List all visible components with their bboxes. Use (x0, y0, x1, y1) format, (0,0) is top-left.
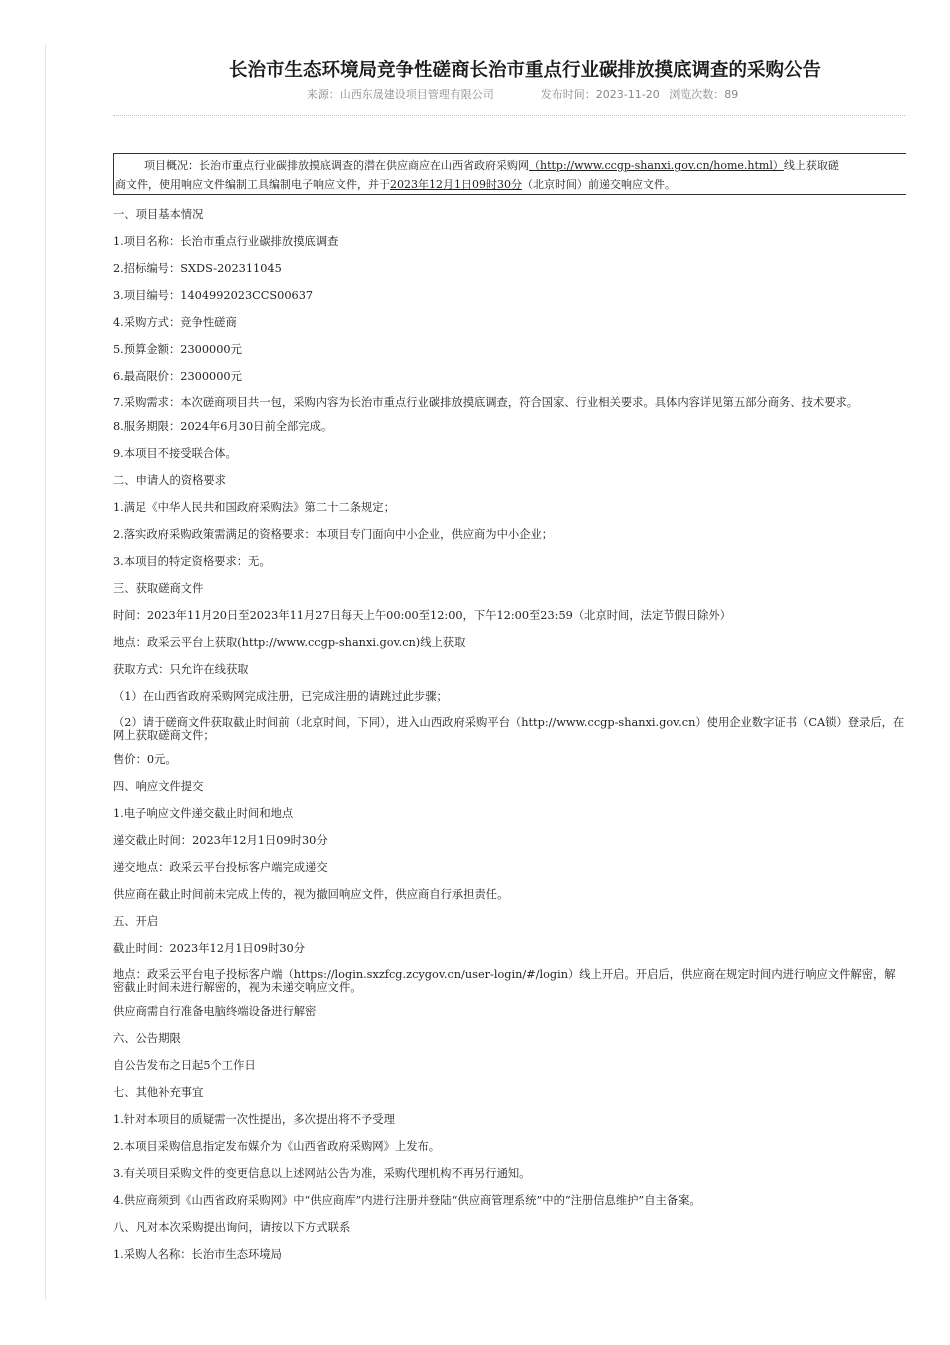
paragraph: 1.电子响应文件递交截止时间和地点 (113, 807, 294, 820)
paragraph: 地点：政采云平台上获取(http://www.ccgp-shanxi.gov.cn)线上获取 (113, 636, 466, 649)
section-heading: 三、获取磋商文件 (113, 582, 204, 595)
page-title: 长治市生态环境局竞争性磋商长治市重点行业碳排放摸底调查的采购公告 (228, 60, 821, 82)
paragraph: 售价：0元。 (113, 753, 177, 766)
paragraph: 1.满足《中华人民共和国政府采购法》第二十二条规定； (113, 501, 395, 514)
paragraph: 3.项目编号：1404992023CCS00637 (113, 289, 314, 302)
announcement-body (113, 207, 906, 1274)
paragraph: 供应商在截止时间前未完成上传的，视为撤回响应文件，供应商自行承担责任。 (113, 888, 509, 901)
paragraph: 2.本项目采购信息指定发布媒介为《山西省政府采购网》上发布。 (113, 1140, 441, 1153)
paragraph: 2.落实政府采购政策需满足的资格要求：本项目专门面向中小企业，供应商为中小企业； (113, 528, 554, 541)
paragraph: 3.本项目的特定资格要求：无。 (113, 555, 271, 568)
section-heading: 二、申请人的资格要求 (113, 474, 226, 487)
paragraph: 递交截止时间：2023年12月1日09时30分 (113, 834, 328, 847)
deadline-underlined: 2023年12月1日09时30分 (390, 178, 522, 191)
paragraph: 6.最高限价：2300000元 (113, 370, 242, 383)
paragraph: 时间：2023年11月20日至2023年11月27日每天上午00:00至12:00，下午12:00至23:59（北京时间，法定节假日除外） (113, 609, 732, 622)
paragraph: 5.预算金额：2300000元 (113, 343, 242, 356)
paragraph: 8.服务期限：2024年6月30日前全部完成。 (113, 420, 333, 433)
project-overview-box (113, 153, 906, 195)
section-heading: 四、响应文件提交 (113, 780, 204, 793)
paragraph: 自公告发布之日起5个工作日 (113, 1059, 256, 1072)
paragraph: （2）请于磋商文件获取截止时间前（北京时间，下同），进入山西政府采购平台（http://www.ccgp-shanxi.gov.cn）使用企业数字证书（CA锁）登录后，在网上获取磋商文件； (113, 716, 905, 742)
view-count: 浏览次数：89 (669, 88, 739, 101)
section-heading: 六、公告期限 (113, 1032, 181, 1045)
ccgp-link[interactable]: （http://www.ccgp-shanxi.gov.cn/home.html） (529, 159, 784, 172)
left-border-line (45, 45, 46, 1300)
section-heading: 五、开启 (113, 915, 159, 928)
paragraph: 2.招标编号：SXDS-202311045 (113, 262, 282, 275)
paragraph: 4.采购方式：竞争性磋商 (113, 316, 237, 329)
divider (113, 115, 905, 116)
paragraph: 1.项目名称：长治市重点行业碳排放摸底调查 (113, 235, 339, 248)
paragraph: 递交地点：政采云平台投标客户端完成递交 (113, 861, 328, 874)
source-label: 来源：山西东晟建设项目管理有限公司 (306, 88, 494, 101)
paragraph: 地点：政采云平台电子投标客户端（https://login.sxzfcg.zcygov.cn/user-login/#/login）线上开启。开启后，供应商在规定时间内进行响应文件解密，解密截止时间未进行解密的，视为未递交响应文件。 (113, 968, 896, 994)
paragraph: 4.供应商须到《山西省政府采购网》中“供应商库”内进行注册并登陆“供应商管理系统”中的“注册信息维护”自主备案。 (113, 1194, 701, 1207)
overview-line-2: 商文件，使用响应文件编制工具编制电子响应文件，并于2023年12月1日09时30分（北京时间）前递交响应文件。 (115, 178, 676, 191)
paragraph: 供应商需自行准备电脑终端设备进行解密 (113, 1005, 317, 1018)
article-meta (0, 86, 950, 102)
paragraph: 截止时间：2023年12月1日09时30分 (113, 942, 306, 955)
paragraph: 9.本项目不接受联合体。 (113, 447, 237, 460)
paragraph: 获取方式：只允许在线获取 (113, 663, 249, 676)
paragraph: 1.采购人名称：长治市生态环境局 (113, 1248, 282, 1261)
paragraph: 3.有关项目采购文件的变更信息以上述网站公告为准，采购代理机构不再另行通知。 (113, 1167, 531, 1180)
section-heading: 一、项目基本情况 (113, 208, 204, 221)
overview-line-1: 项目概况：长治市重点行业碳排放摸底调查的潜在供应商应在山西省政府采购网（http://www.ccgp-shanxi.gov.cn/home.html）线上获取磋 (144, 159, 839, 172)
publish-time: 发布时间：2023-11-20 (540, 88, 660, 101)
paragraph: （1）在山西省政府采购网完成注册，已完成注册的请跳过此步骤； (113, 690, 448, 703)
section-heading: 七、其他补充事宜 (113, 1086, 204, 1099)
paragraph: 7.采购需求：本次磋商项目共一包，采购内容为长治市重点行业碳排放摸底调查，符合国家、行业相关要求。具体内容详见第五部分商务、技术要求。 (113, 396, 859, 409)
paragraph: 1.针对本项目的质疑需一次性提出，多次提出将不予受理 (113, 1113, 395, 1126)
section-heading: 八、凡对本次采购提出询问，请按以下方式联系 (113, 1221, 351, 1234)
